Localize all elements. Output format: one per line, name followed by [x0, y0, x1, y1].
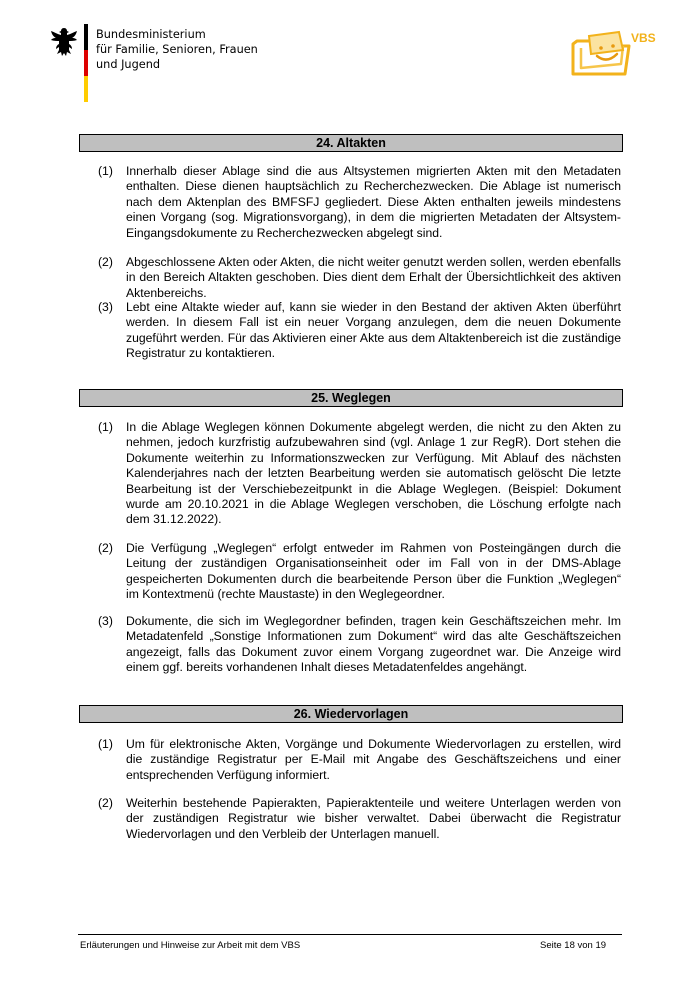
- paragraph: [98, 796, 621, 842]
- paragraph: [98, 541, 621, 603]
- paragraph-text: Dokumente, die sich im Weglegordner befinden, tragen kein Geschäftszeichen mehr. Im Metadatenfeld „Sonstige Informationen zum Dokument“ wird das alte Geschäftszeichen angezeigt, falls das Dokument zuvor einem Vorgang zugeordnet war. Die Anzeige wird einem ggf. bereits vorhandenen Inhalt dieses Metadatenfeldes angehängt.: [126, 614, 621, 675]
- paragraph-text: Um für elektronische Akten, Vorgänge und Dokumente Wiedervorlagen zu erstellen, wird die zuständige Registratur per E-Mail mit Angabe des Geschäftszeichens und einer entsprechenden Verfügung informiert.: [126, 737, 621, 782]
- ministry-line: für Familie, Senioren, Frauen: [96, 43, 258, 56]
- paragraph-number: (1): [98, 164, 113, 178]
- footer-page-number: Seite 18 von 19: [540, 940, 607, 951]
- paragraph-text: Die Verfügung „Weglegen“ erfolgt entweder im Rahmen von Posteingängen durch die Leitung der zuständigen Organisationseinheit oder im Fall von in der DMS-Ablage gespeicherten Dokumenten durch die bearbeitende Person über die Funktion „Weglegen“ im Kontextmenü (rechte Maustaste) in den Weglegeordner.: [126, 541, 621, 602]
- paragraph-number: (2): [98, 796, 113, 810]
- paragraph: [98, 300, 621, 362]
- section-heading-weglegen: 25. Weglegen: [79, 389, 623, 407]
- ministry-line: Bundesministerium: [96, 28, 206, 41]
- paragraph-number: (2): [98, 255, 113, 269]
- federal-eagle-icon: [50, 26, 78, 58]
- paragraph-number: (1): [98, 420, 113, 434]
- vbs-folder-logo: [567, 24, 657, 78]
- paragraph-number: (3): [98, 614, 113, 628]
- paragraph-number: (1): [98, 737, 113, 751]
- paragraph-text: Innerhalb dieser Ablage sind die aus Altsystemen migrierten Akten mit den Metadaten enthalten. Diese dienen hauptsächlich zu Recherchezwecken. Die Ablage ist numerisch nach dem Aktenplan des BMFSFJ gegliedert. Diese Akten enthalten jeweils mindestens einen Vorgang (sog. Migrationsvorgang), in dem die migrierten Metadaten der Altsystem-Eingangsdokumente zu Recherchezwecken abgelegt sind.: [126, 164, 621, 240]
- paragraph-number: (2): [98, 541, 113, 555]
- paragraph-number: (3): [98, 300, 113, 314]
- paragraph: [98, 164, 621, 241]
- ministry-line: und Jugend: [96, 58, 161, 71]
- footer-divider: [78, 934, 622, 935]
- paragraph: [98, 737, 621, 783]
- section-heading-wiedervorlagen: 26. Wiedervorlagen: [79, 705, 623, 723]
- paragraph: [98, 614, 621, 676]
- ministry-name: [96, 27, 258, 72]
- section-heading-altakten: 24. Altakten: [79, 134, 623, 152]
- paragraph-text: Weiterhin bestehende Papierakten, Papieraktenteile und weitere Unterlagen werden von der zuständigen Registratur wie bisher verwaltet. Dabei überwacht die Registratur Wiedervorlagen und den Verbleib der Unterlagen manuell.: [126, 796, 621, 841]
- paragraph-text: In die Ablage Weglegen können Dokumente abgelegt werden, die nicht zu den Akten zu nehmen, jedoch kurzfristig aufzubewahren sind (vgl. Anlage 1 zur RegR). Dort stehen die Dokumente weiterhin zu Informationszwecken zur Verfügung. Mit Ablauf des nächsten Kalenderjahres nach der letzten Bearbeitung werden sie automatisch gelöscht Die letzte Bearbeitung ist der Verschiebezeitpunkt in die Ablage Weglegen. (Beispiel: Dokument wurde am 20.10.2021 in die Ablage Weglegen verschoben, die Löschung erfolgte nach dem 31.12.2022).: [126, 420, 621, 527]
- paragraph-text: Lebt eine Altakte wieder auf, kann sie wieder in den Bestand der aktiven Akten überführt werden. In diesem Fall ist ein neuer Vorgang anzulegen, dem die neuen Dokumente zugeführt werden. Für das Aktivieren einer Akte aus dem Altaktenbereich ist die zuständige Registratur zu kontaktieren.: [126, 300, 621, 361]
- paragraph: [98, 420, 621, 528]
- paragraph-text: Abgeschlossene Akten oder Akten, die nicht weiter genutzt werden sollen, werden ebenfalls in den Bereich Altakten geschoben. Dies dient dem Erhalt der Übersichtlichkeit des aktiven Aktenbereichs.: [126, 255, 621, 300]
- footer-document-title: Erläuterungen und Hinweise zur Arbeit mit dem VBS: [80, 940, 301, 951]
- german-flag-stripe: [84, 24, 88, 102]
- vbs-logo-text: VBS: [631, 31, 656, 45]
- paragraph: [98, 255, 621, 301]
